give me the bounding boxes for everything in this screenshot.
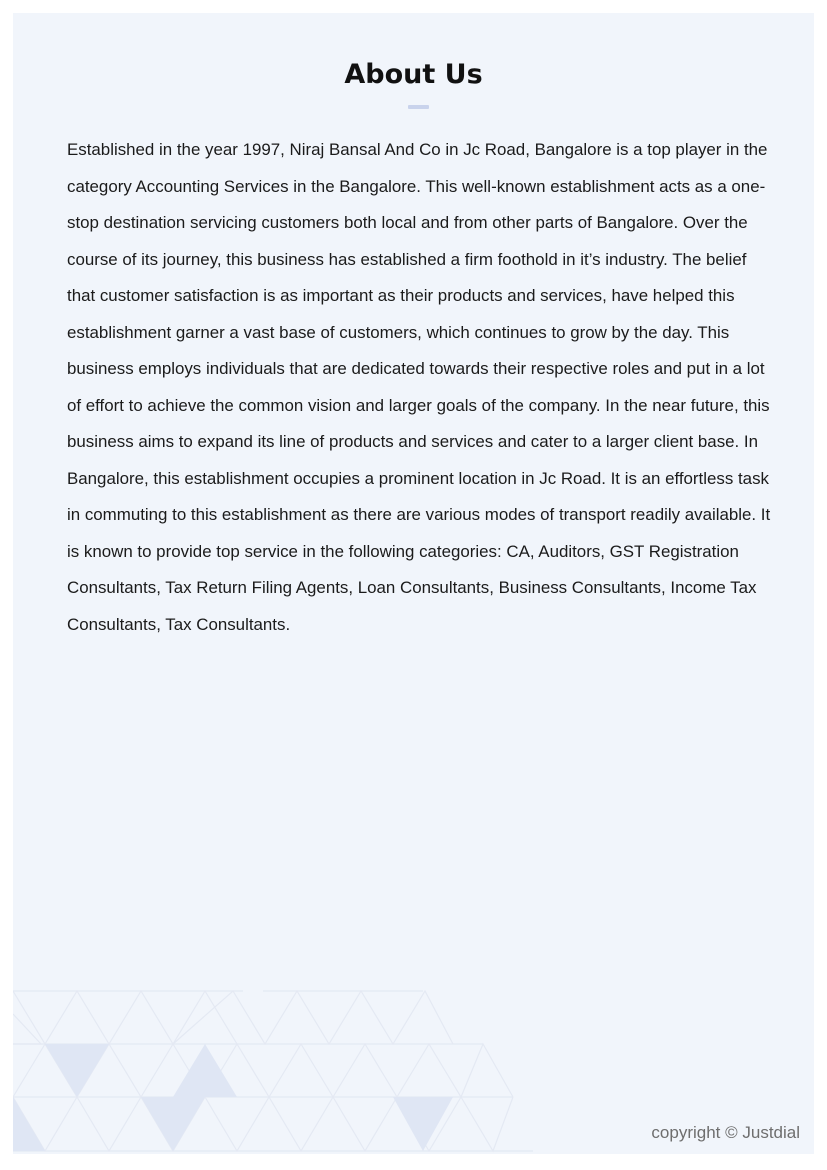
triangle-pattern-decoration	[13, 989, 533, 1154]
copyright-text: copyright © Justdial	[651, 1123, 800, 1142]
title-underline	[408, 105, 429, 109]
page-title: About Us	[344, 59, 483, 90]
document-page	[13, 13, 814, 1154]
about-paragraph: Established in the year 1997, Niraj Bansal And Co in Jc Road, Bangalore is a top player in the category Accounting Services in the Bangalore. This well-known establishment acts as a one-stop destination servicing customers both local and from other parts of Bangalore. Over the course of its journey, this business has established a firm foothold in it’s industry. The belief that customer satisfaction is as important as their products and services, have helped this establishment garner a vast base of customers, which continues to grow by the day. This business employs individuals that are dedicated towards their respective roles and put in a lot of effort to achieve the common vision and larger goals of the company. In the near future, this business aims to expand its line of products and services and cater to a larger client base. In Bangalore, this establishment occupies a prominent location in Jc Road. It is an effortless task in commuting to this establishment as there are various modes of transport readily available. It is known to provide top service in the following categories: CA, Auditors, GST Registration Consultants, Tax Return Filing Agents, Loan Consultants, Business Consultants, Income Tax Consultants, Tax Consultants.	[67, 140, 771, 634]
